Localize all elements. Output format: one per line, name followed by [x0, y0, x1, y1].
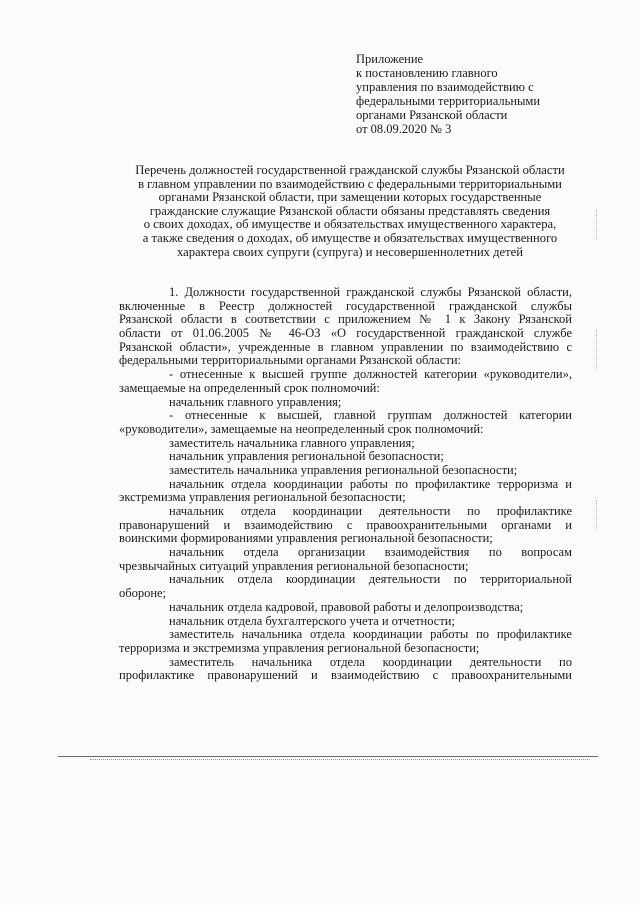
body-line: начальник отдела координации деятельности по территориальной — [169, 573, 572, 587]
body-line: - отнесенные к высшей, главной группам должностей категории — [169, 409, 572, 423]
body-line: экстремизма управления региональной безопасности; — [119, 491, 406, 505]
body-line: начальник управления региональной безопасности; — [169, 450, 444, 464]
body-line: Рязанской области», учрежденные в главном управлении по взаимодействию с — [119, 340, 572, 354]
body-line: обороне; — [119, 587, 167, 601]
title-line: о своих доходах, об имуществе и обязательствах имущественного характера, — [143, 217, 557, 232]
body-line: начальник отдела координации работы по профилактике терроризма и — [169, 477, 572, 491]
body-line: «руководители», замещаемые на неопределенный срок полномочий: — [119, 422, 484, 436]
body-line: правонарушений и взаимодействию с правоохранительными органами и — [119, 518, 572, 532]
page-divider-dotted — [90, 759, 590, 760]
body-line: воинскими формированиями управления региональной безопасности; — [119, 532, 493, 546]
scan-artifact — [596, 330, 597, 370]
appendix-header — [356, 52, 540, 136]
body-line: заместитель начальника управления региональной безопасности; — [169, 463, 518, 477]
title-line: характера своих супруги (супруга) и несовершеннолетних детей — [177, 244, 523, 259]
body-line: - отнесенные к высшей группе должностей категории «руководители», — [169, 368, 572, 382]
body-line: заместитель начальника главного управления; — [169, 436, 415, 450]
title-line: органами Рязанской области, при замещении которых государственные — [158, 190, 542, 205]
appendix-line: управления по взаимодействию с — [356, 80, 534, 94]
body-line: заместитель начальника отдела координации работы по профилактике — [169, 628, 572, 642]
body-line: федеральными территориальными органами Рязанской области: — [119, 354, 461, 368]
page-divider — [58, 756, 598, 757]
body-line: области от 01.06.2005 № 46-ОЗ «О государственной гражданской службе — [119, 327, 572, 341]
body-line: начальник отдела координации деятельности по профилактике — [169, 505, 572, 518]
body-line: заместитель начальника отдела координации деятельности по — [169, 655, 572, 669]
appendix-line: федеральными территориальными — [356, 94, 541, 108]
appendix-line: от 08.09.2020 № 3 — [356, 122, 452, 136]
appendix-line: к постановлению главного — [356, 66, 498, 80]
body-line: замещаемые на определенный срок полномочий: — [119, 381, 380, 395]
body-line: начальник отдела кадровой, правовой работы и делопроизводства; — [169, 600, 524, 614]
scan-artifact — [596, 500, 597, 530]
appendix-line: Приложение — [356, 52, 424, 66]
title-line: гражданские служащие Рязанской области обязаны представлять сведения — [149, 203, 551, 218]
body-line: включенные в Реестр должностей государственной гражданской службы — [119, 299, 572, 313]
body-line: начальник отдела организации взаимодействия по вопросам — [169, 546, 572, 560]
scan-artifact — [596, 210, 597, 240]
title-line: а также сведения о доходах, об имуществе и обязательствах имущественного — [142, 230, 558, 245]
body-line: Рязанской области в соответствии с приложением № 1 к Закону Рязанской — [119, 313, 572, 327]
title-line: Перечень должностей государственной гражданской службы Рязанской области — [135, 163, 565, 177]
body-line: начальник главного управления; — [169, 395, 342, 409]
document-body — [119, 286, 572, 683]
appendix-line: органами Рязанской области — [356, 108, 508, 122]
body-line: профилактике правонарушений и взаимодействию с правоохранительными — [119, 669, 572, 683]
title-line: в главном управлении по взаимодействию с федеральными территориальными — [138, 176, 562, 191]
body-line: чрезвычайных ситуаций управления региональной безопасности; — [119, 559, 469, 573]
body-line: начальник отдела бухгалтерского учета и отчетности; — [169, 614, 455, 628]
body-line: терроризма и экстремизма управления региональной безопасности; — [119, 641, 480, 655]
document-title — [110, 164, 590, 259]
body-line: 1. Должности государственной гражданской службы Рязанской области, — [169, 286, 572, 299]
